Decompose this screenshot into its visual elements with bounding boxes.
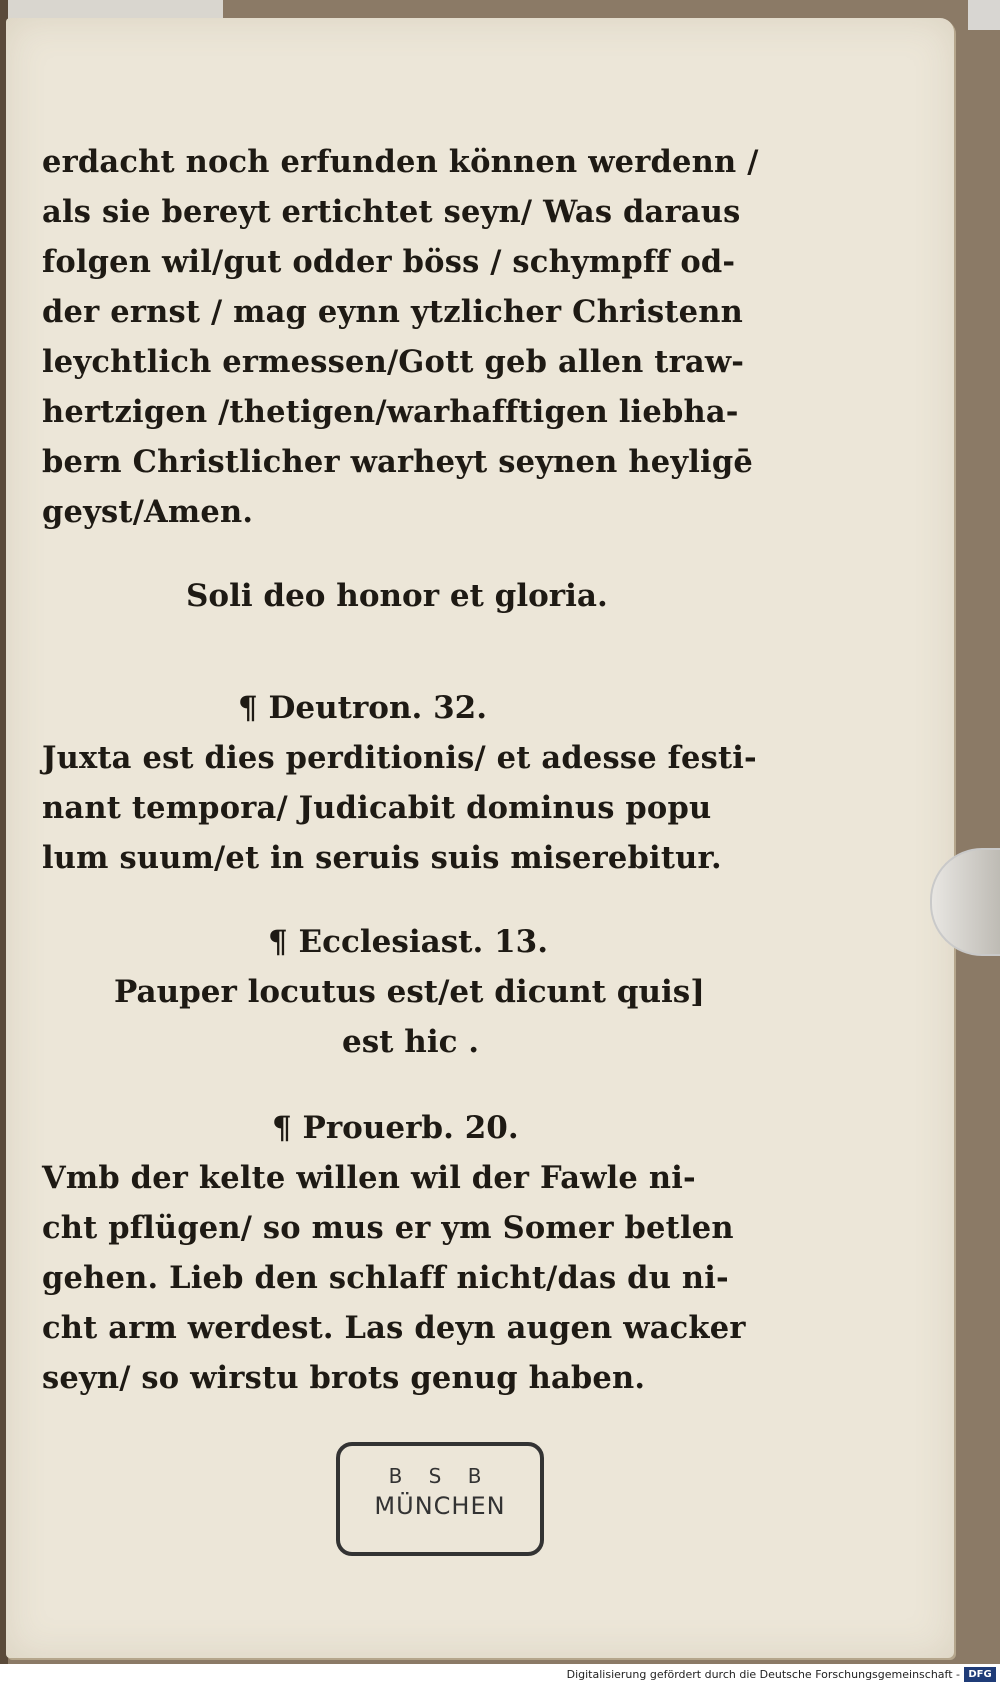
section-line: gehen. Lieb den schlaff nicht/das du ni- [42,1260,729,1296]
section-line: cht arm werdest. Las deyn augen wacker [42,1310,746,1346]
section-line: lum suum/et in seruis suis miserebitur. [42,840,722,876]
body-line: hertzigen /thetigen/warhafftigen liebha- [42,394,739,430]
section-heading: ¶ Deutron. 32. [238,690,488,726]
body-line: bern Christlicher warheyt seynen heyligē [42,444,753,480]
book-page [6,18,954,1658]
body-line: der ernst / mag eynn ytzlicher Christenn [42,294,744,330]
library-stamp [336,1442,544,1556]
section-line: nant tempora/ Judicabit dominus popu [42,790,712,826]
body-line: als sie bereyt ertichtet seyn/ Was daraus [42,194,741,230]
dfg-logo-icon: DFG [964,1667,996,1682]
section-line: Juxta est dies perditionis/ et adesse festi- [42,740,757,776]
body-line: geyst/Amen. [42,494,254,530]
footer-credit: Digitalisierung gefördert durch die Deutsche Forschungsgemeinschaft - [566,1668,960,1681]
section-heading: ¶ Ecclesiast. 13. [268,924,548,960]
body-line: leychtlich ermessen/Gott geb allen traw- [42,344,745,380]
footer-bar [0,1664,1000,1686]
section-line: seyn/ so wirstu brots genug haben. [42,1360,646,1396]
body-line: erdacht noch erfunden können werdenn / [42,144,759,180]
motto: Soli deo honor et gloria. [186,578,608,614]
section-line: Vmb der kelte willen wil der Fawle ni- [42,1160,696,1196]
section-line: cht pflügen/ so mus er ym Somer betlen [42,1210,734,1246]
body-line: folgen wil/gut odder böss / schympff od- [42,244,736,280]
corner-mount [968,0,1000,30]
section-heading: ¶ Prouerb. 20. [272,1110,519,1146]
page-text [42,18,842,1658]
section-line: Pauper locutus est/et dicunt quis] [114,974,705,1010]
section-line: est hic . [342,1024,480,1060]
stamp-line-1: B S B [388,1464,492,1488]
stamp-line-2: MÜNCHEN [374,1492,506,1520]
